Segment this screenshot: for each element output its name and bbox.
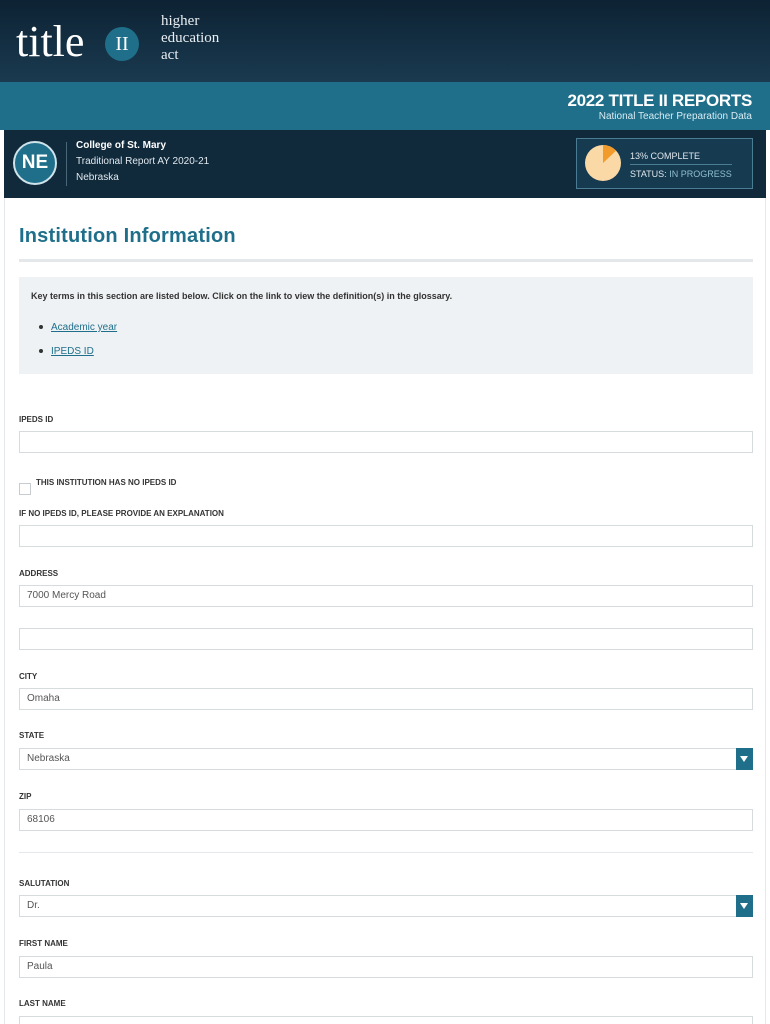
zip-input[interactable]: 68106	[19, 809, 753, 831]
logo-badge: II	[105, 27, 139, 61]
progress-panel	[576, 138, 753, 189]
progress-divider	[630, 164, 732, 165]
explanation-label: IF NO IPEDS ID, PLEASE PROVIDE AN EXPLANATION	[19, 509, 224, 518]
group-divider	[19, 852, 753, 853]
status-line	[630, 169, 732, 179]
ipeds-id-label: IPEDS ID	[19, 415, 54, 424]
section-title: Institution Information	[19, 225, 236, 247]
address-line2-input[interactable]	[19, 628, 753, 650]
site-banner	[0, 0, 770, 82]
city-input[interactable]: Omaha	[19, 688, 753, 710]
address-line1-input[interactable]: 7000 Mercy Road	[19, 585, 753, 607]
state-label: STATE	[19, 731, 45, 740]
ipeds-id-input[interactable]	[19, 431, 753, 453]
glossary-intro: Key terms in this section are listed below. Click on the link to view the definition(s) in the glossary.	[31, 291, 453, 301]
report-title: 2022 TITLE II REPORTS	[567, 91, 752, 110]
glossary-link-academic-year[interactable]: Academic year	[51, 322, 118, 333]
logo-line-1: higher	[161, 13, 200, 29]
progress-pie-chart	[585, 145, 621, 181]
bullet-icon	[39, 325, 43, 329]
salutation-label: SALUTATION	[19, 879, 70, 888]
logo-line-2: education	[161, 30, 220, 46]
glossary-box	[19, 277, 753, 374]
address-label: ADDRESS	[19, 569, 59, 578]
zip-label: ZIP	[19, 792, 32, 801]
bullet-icon	[39, 349, 43, 353]
city-label: CITY	[19, 672, 38, 681]
report-type: Traditional Report AY 2020-21	[76, 156, 210, 167]
chevron-down-icon[interactable]	[736, 895, 753, 917]
first-name-label: FIRST NAME	[19, 939, 68, 948]
logo-word: title	[16, 17, 85, 66]
no-ipeds-label: THIS INSTITUTION HAS NO IPEDS ID	[36, 478, 177, 487]
logo-tagline	[161, 13, 219, 64]
no-ipeds-checkbox[interactable]	[19, 483, 31, 495]
last-name-input[interactable]	[19, 1016, 753, 1024]
institution-state: Nebraska	[76, 172, 119, 183]
main-content	[4, 198, 766, 1024]
status-value: IN PROGRESS	[669, 169, 732, 179]
salutation-select-value: Dr.	[27, 900, 40, 911]
header-divider	[66, 142, 67, 186]
report-bar	[0, 82, 770, 130]
glossary-link-ipeds-id[interactable]: IPEDS ID	[51, 346, 94, 357]
last-name-label: LAST NAME	[19, 999, 66, 1008]
state-select-value: Nebraska	[27, 753, 70, 764]
state-select[interactable]	[19, 748, 753, 770]
section-divider	[19, 259, 753, 262]
first-name-input[interactable]: Paula	[19, 956, 753, 978]
report-subtitle: National Teacher Preparation Data	[598, 111, 752, 122]
institution-name: College of St. Mary	[76, 140, 167, 151]
glossary-item	[39, 346, 94, 357]
institution-header	[4, 130, 766, 198]
chevron-down-icon[interactable]	[736, 748, 753, 770]
percent-complete: 13% COMPLETE	[630, 151, 701, 161]
salutation-select[interactable]	[19, 895, 753, 917]
glossary-item	[39, 322, 117, 333]
status-prefix: STATUS:	[630, 169, 667, 179]
logo-line-3: act	[161, 47, 179, 63]
state-badge: NE	[13, 141, 57, 185]
explanation-input[interactable]	[19, 525, 753, 547]
